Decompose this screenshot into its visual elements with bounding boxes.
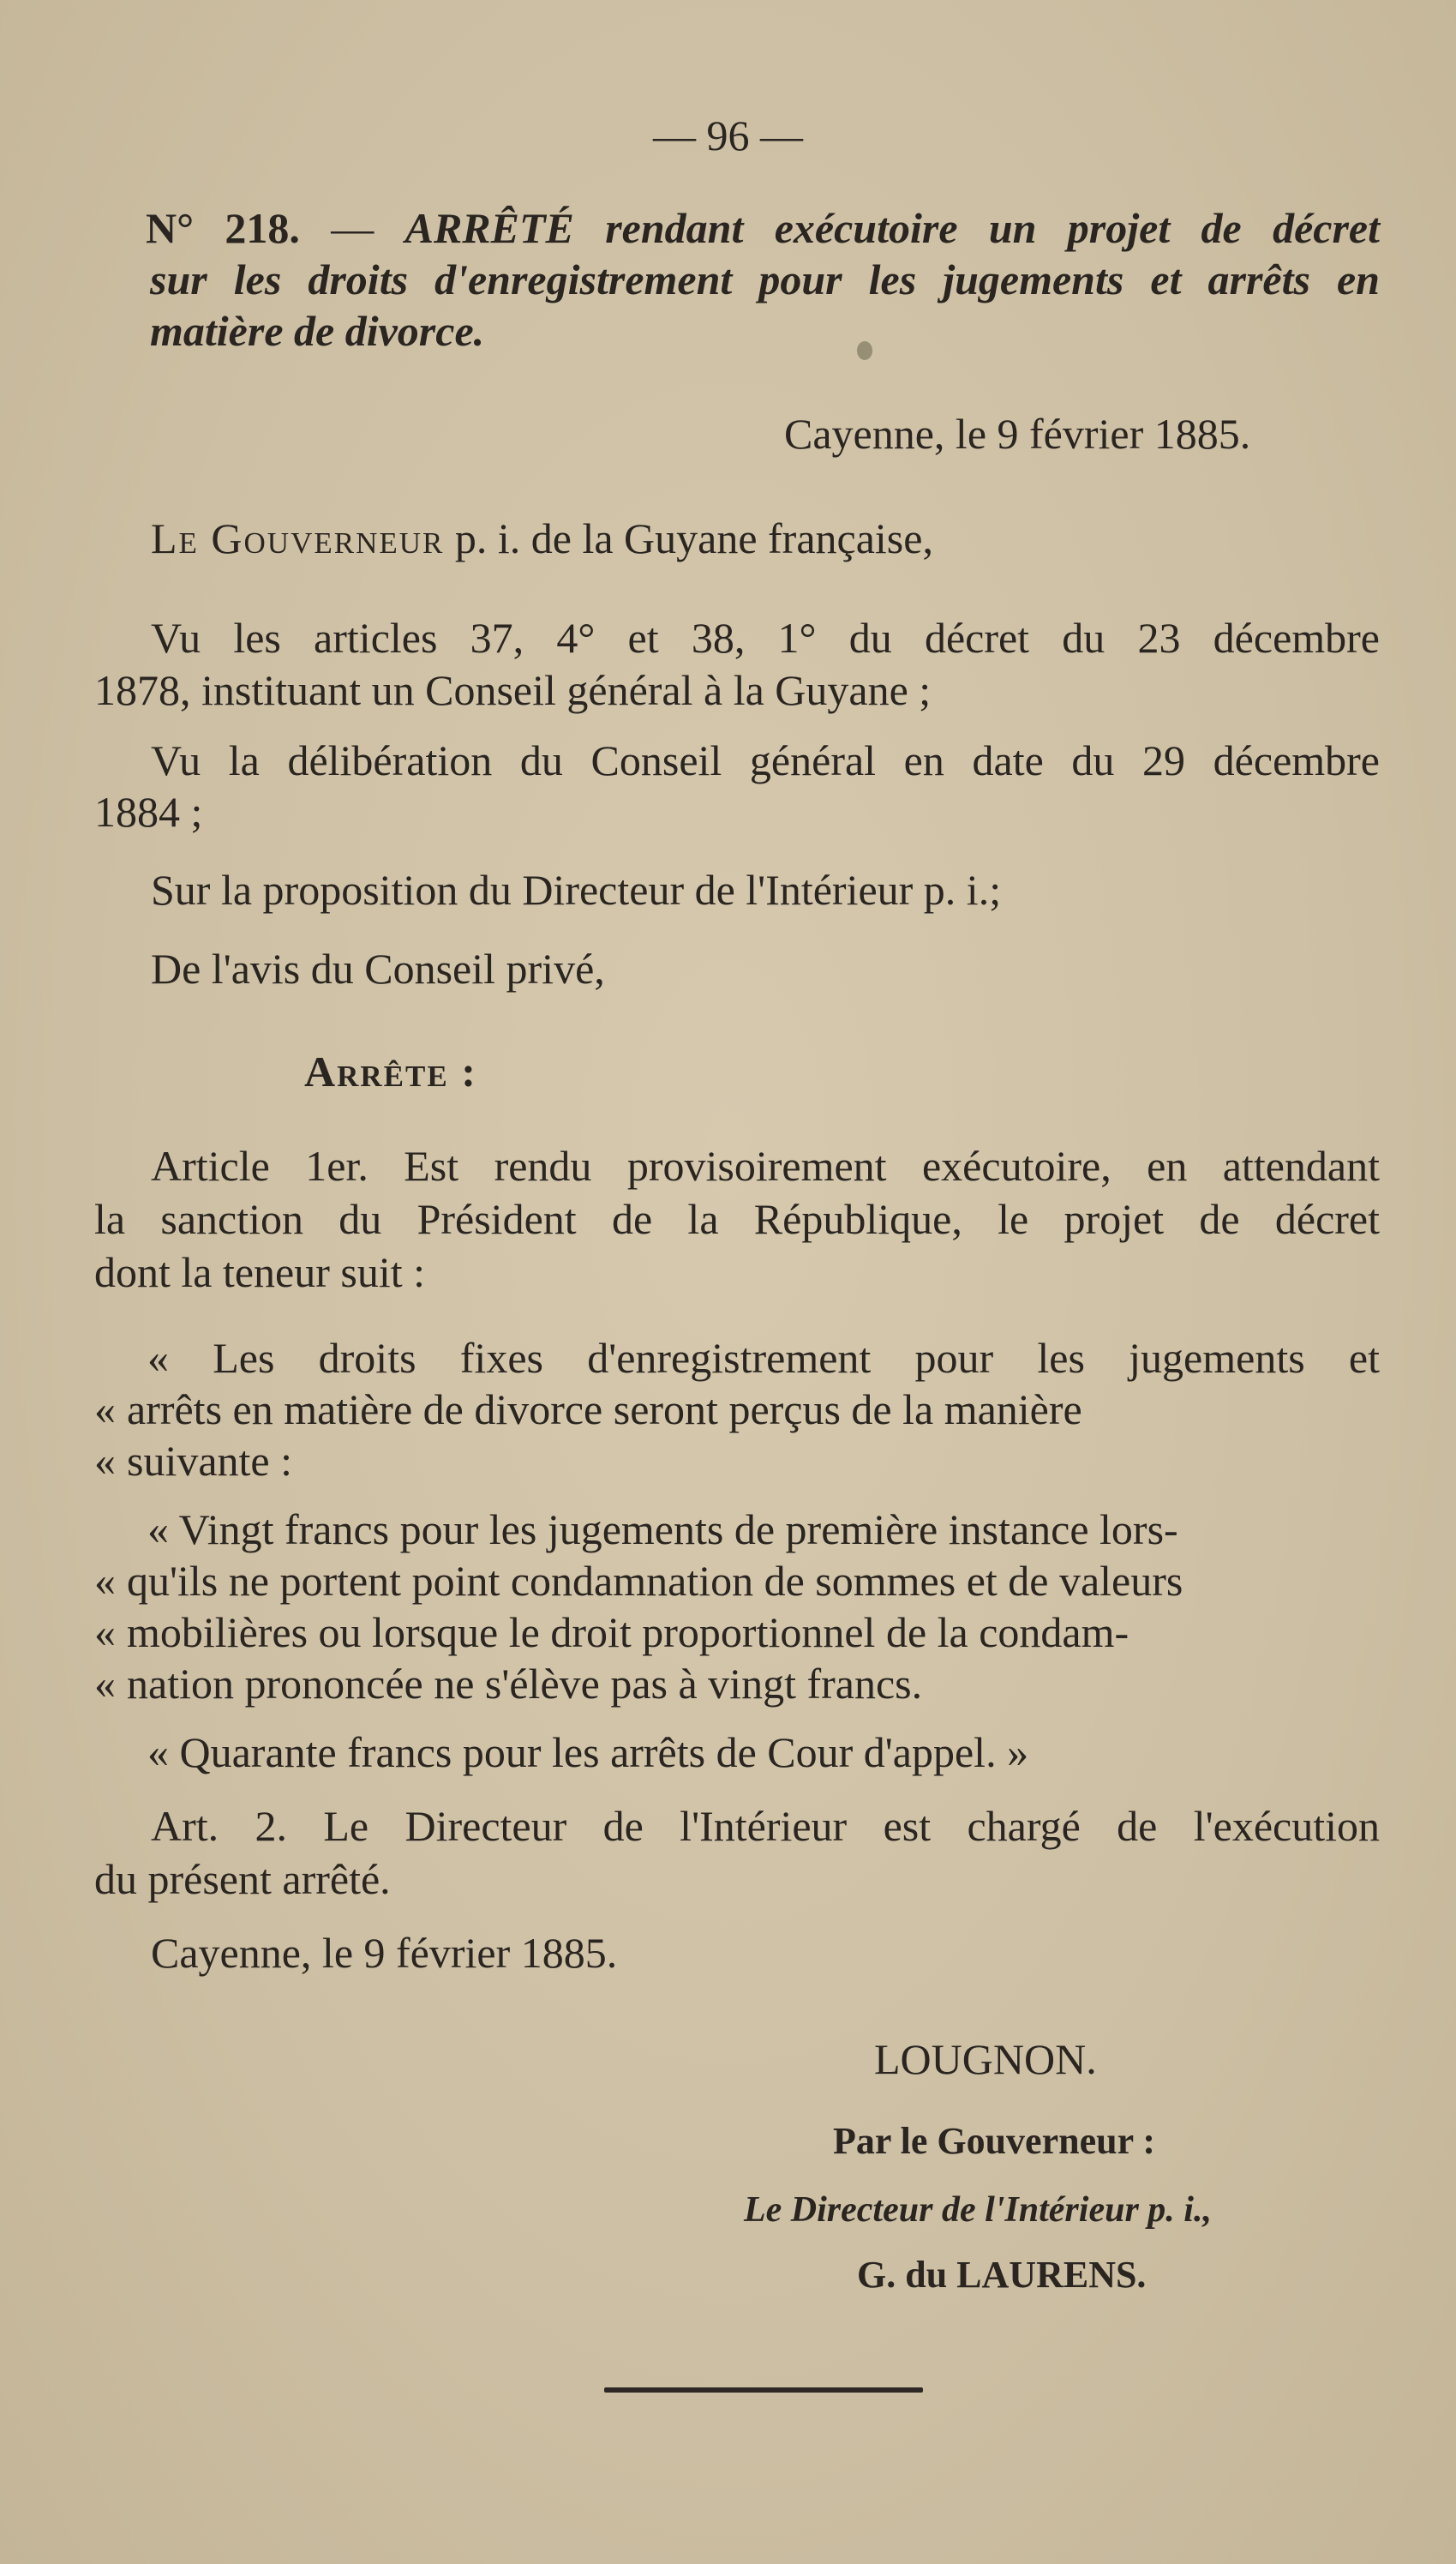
ink-spot xyxy=(857,341,872,360)
quote-text: qu'ils ne portent point condamnation de sommes et de valeurs xyxy=(127,1557,1183,1605)
quote-line-5 xyxy=(94,1555,1183,1606)
quote-mark: « xyxy=(94,1385,116,1433)
article-1-line-2: la sanction du Président de la République, le projet de décret xyxy=(94,1195,1380,1243)
quote-text: arrêts en matière de divorce seront perçus de la manière xyxy=(127,1385,1082,1433)
quote-line-8 xyxy=(147,1726,1028,1778)
consideration-4: De l'avis du Conseil privé, xyxy=(151,945,605,993)
heading-line-1-rest: rendant exécutoire un projet de décret xyxy=(605,204,1380,252)
heading-line-3: matière de divorce. xyxy=(150,307,485,355)
quote-text: suivante : xyxy=(127,1437,293,1485)
quote-mark: « xyxy=(94,1608,116,1656)
quote-text: mobilières ou lorsque le droit proportionnel de la condam- xyxy=(127,1608,1129,1656)
governor-rest: p. i. de la Guyane française, xyxy=(454,514,933,562)
article-1-line-1: Article 1er. Est rendu provisoirement exécutoire, en attendant xyxy=(151,1142,1380,1190)
consideration-2-line-2: 1884 ; xyxy=(94,788,203,836)
article-1-line-3: dont la teneur suit : xyxy=(94,1248,426,1296)
quote-text: Quarante francs pour les arrêts de Cour d'appel. » xyxy=(179,1728,1029,1776)
consideration-1-line-2: 1878, instituant un Conseil général à la Guyane ; xyxy=(94,666,932,714)
quote-mark: « xyxy=(94,1660,116,1708)
signature-signer: G. du LAURENS. xyxy=(857,2254,1147,2296)
signature-name: LOUGNON. xyxy=(874,2035,1097,2083)
place-date: Cayenne, le 9 février 1885. xyxy=(784,410,1251,458)
quote-line-4 xyxy=(147,1504,1178,1555)
heading-line-2: sur les droits d'enregistrement pour les jugements et arrêts en xyxy=(150,255,1380,303)
heading-dash: — xyxy=(331,204,374,252)
closing-place-date: Cayenne, le 9 février 1885. xyxy=(151,1929,618,1977)
quote-mark: « xyxy=(147,1505,169,1553)
signature-role: Le Directeur de l'Intérieur p. i., xyxy=(744,2190,1212,2230)
quote-line-2 xyxy=(94,1384,1380,1435)
article-2-line-2: du présent arrêté. xyxy=(94,1855,391,1903)
arrete-label: Arrête : xyxy=(304,1048,477,1096)
quote-mark: « xyxy=(147,1728,169,1776)
signature-by: Par le Gouverneur : xyxy=(833,2120,1155,2162)
quote-line-7 xyxy=(94,1658,922,1709)
quote-line-1 xyxy=(147,1332,1380,1384)
article-2-line-1: Art. 2. Le Directeur de l'Intérieur est chargé de l'exécution xyxy=(151,1802,1380,1850)
quote-text: nation prononcée ne s'élève pas à vingt francs. xyxy=(127,1660,923,1708)
quote-mark: « xyxy=(147,1334,169,1382)
page-number: — 96 — xyxy=(653,111,803,159)
quote-line-3 xyxy=(94,1435,292,1486)
closing-rule xyxy=(604,2387,923,2393)
heading-number: N° 218. xyxy=(146,204,300,252)
quote-text: Les droits fixes d'enregistrement pour les jugements et xyxy=(213,1334,1380,1382)
governor-line xyxy=(151,513,933,564)
governor-title: Le Gouverneur xyxy=(151,514,445,562)
consideration-3: Sur la proposition du Directeur de l'Intérieur p. i.; xyxy=(151,866,1002,914)
quote-mark: « xyxy=(94,1557,116,1605)
heading-title-word: ARRÊTÉ xyxy=(404,204,574,252)
consideration-2-line-1: Vu la délibération du Conseil général en date du 29 décembre xyxy=(151,736,1380,784)
heading-line-1 xyxy=(146,202,1380,254)
quote-text: Vingt francs pour les jugements de première instance lors- xyxy=(178,1505,1178,1553)
consideration-1-line-1: Vu les articles 37, 4° et 38, 1° du décret du 23 décembre xyxy=(151,614,1380,662)
quote-line-6 xyxy=(94,1606,1129,1658)
quote-mark: « xyxy=(94,1437,116,1485)
